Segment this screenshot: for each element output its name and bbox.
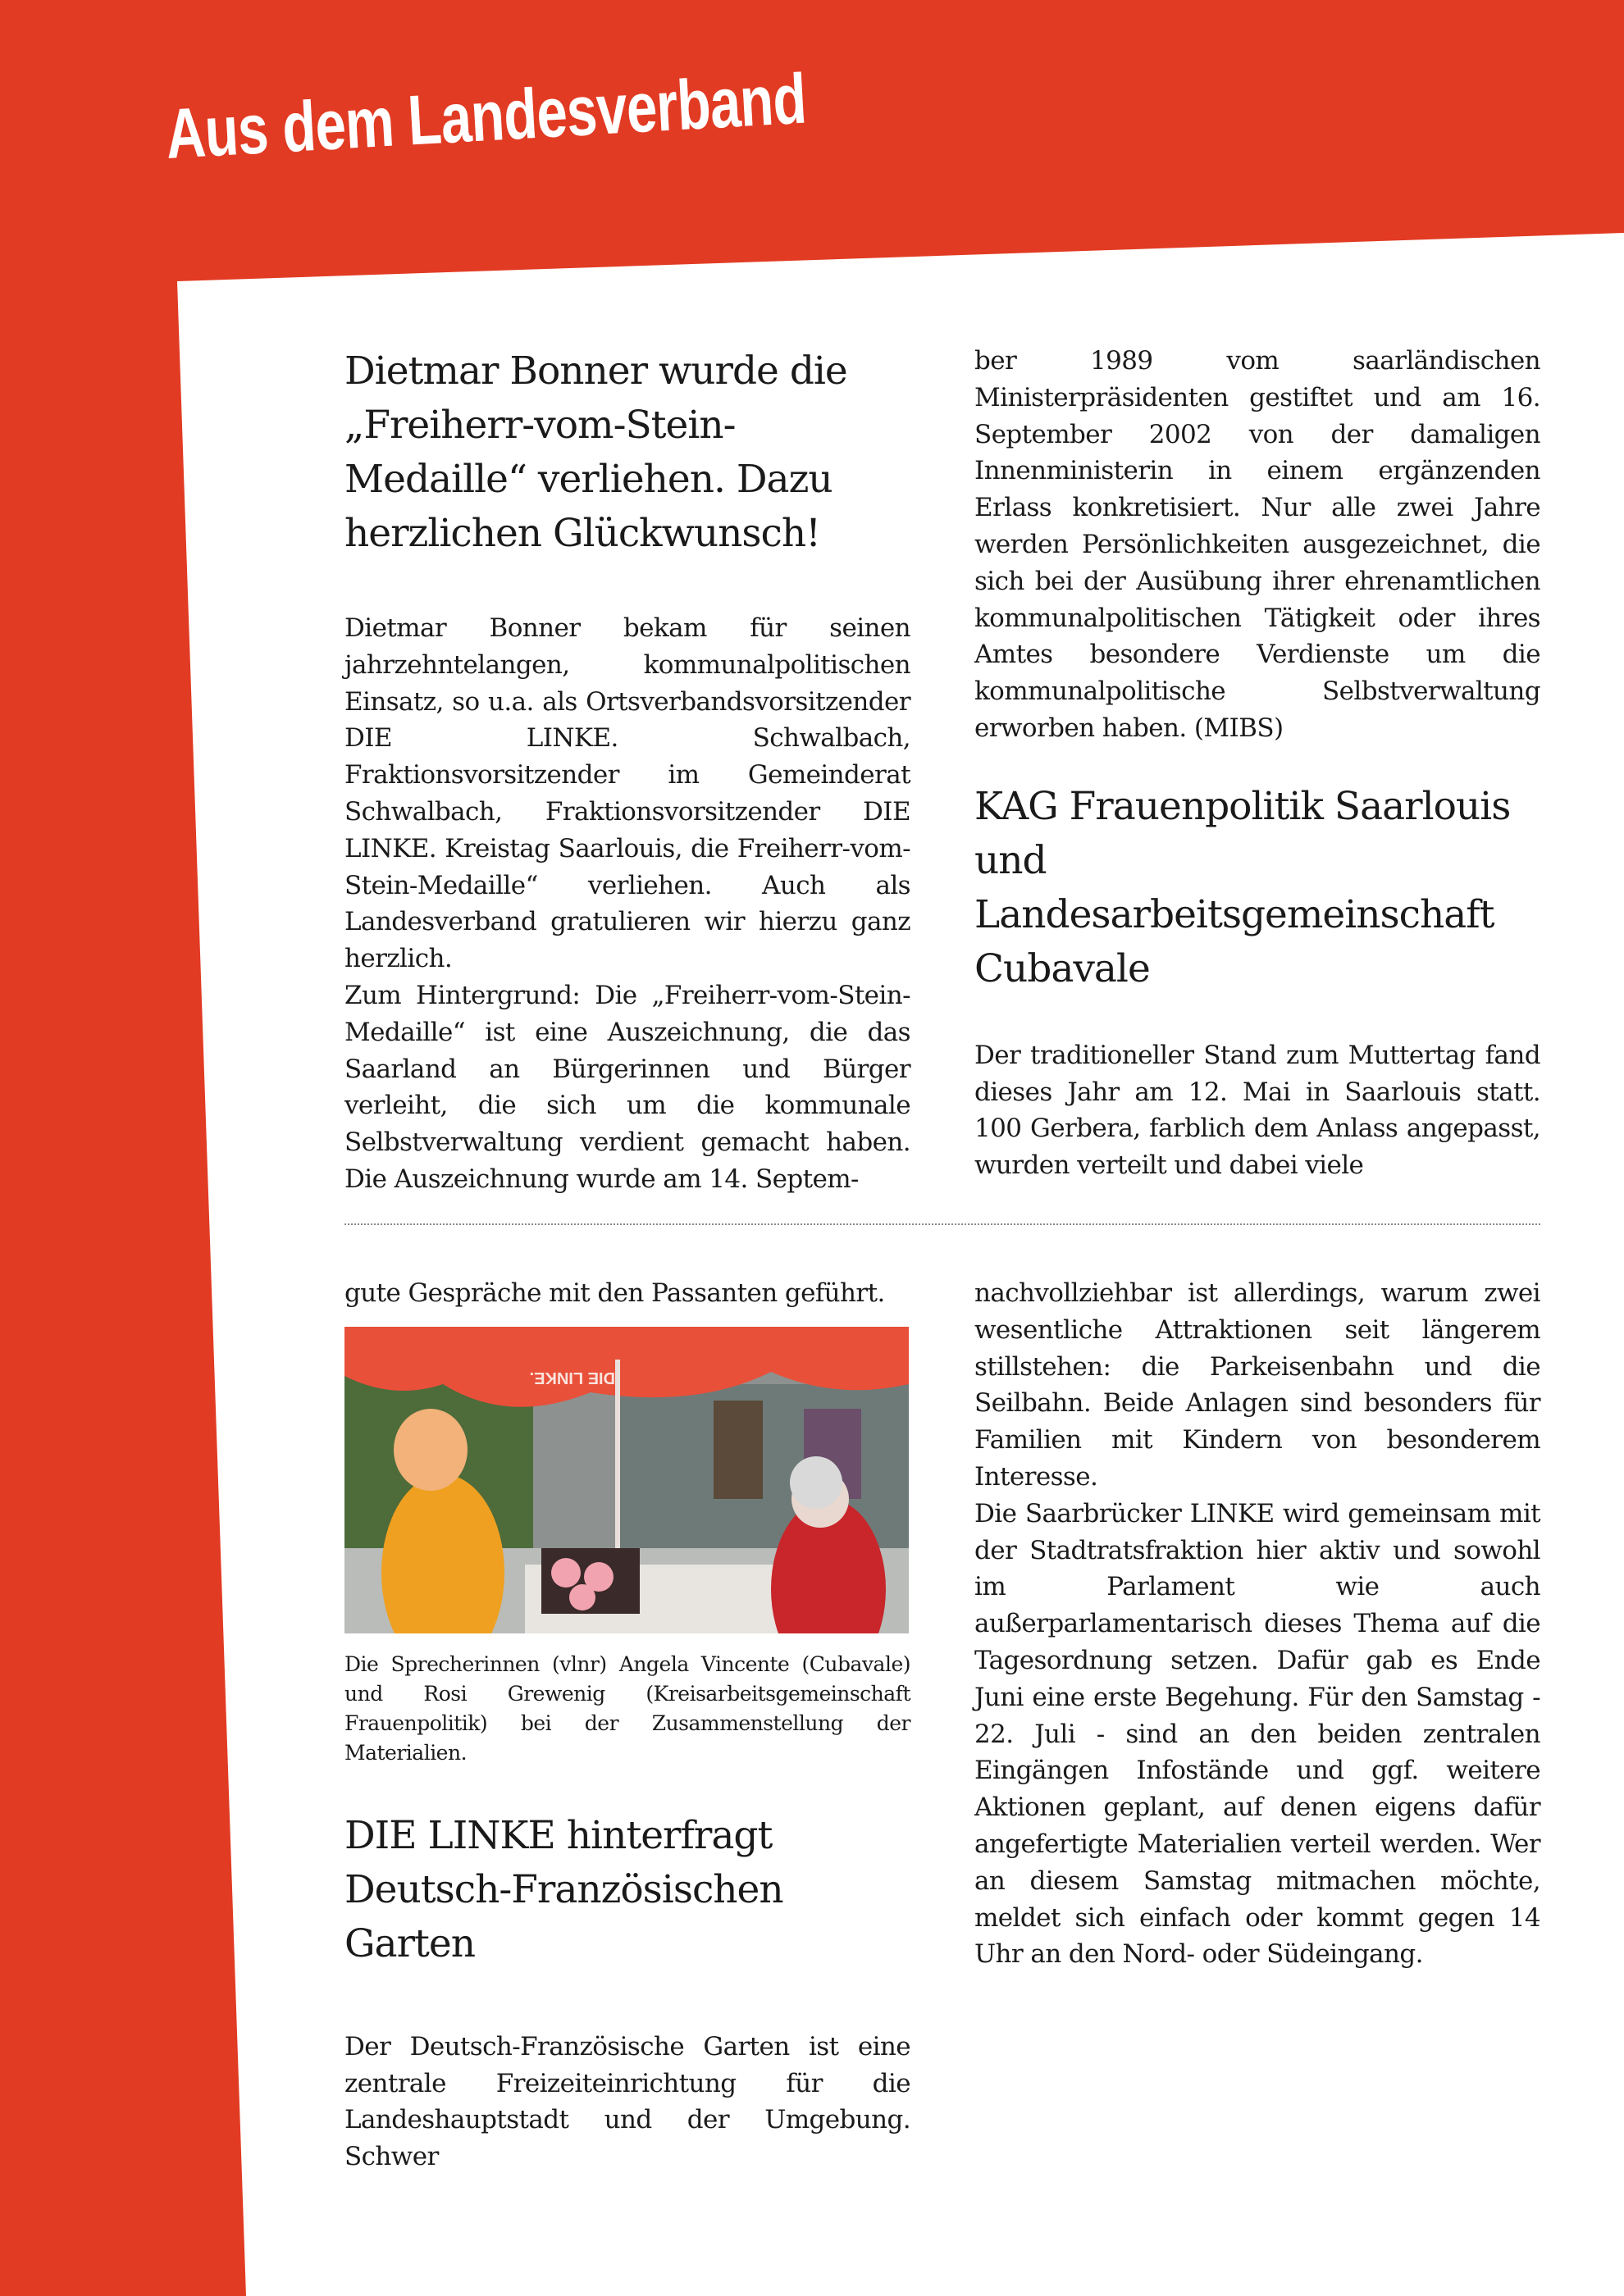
article-paragraph: Zum Hintergrund: Die „Freiherr-vom-Stein-Medaille“ ist eine Auszeichnung, die das Saarland an Bürgerinnen und Bürger verleiht, die sich um die kommunale Selbstverwaltung verdient gemacht haben. Die Auszeichnung wurde am 14. Septem- [344, 980, 910, 1194]
column-top-right [974, 343, 1540, 1184]
article-heading-kag: KAG Frauenpolitik Saarlouis und Landesarbeitsgemeinschaft Cubavale [974, 783, 1511, 991]
article-heading-bonner: Dietmar Bonner wurde die „Freiherr-vom-Stein-Medaille“ verliehen. Dazu herzlichen Glückwunsch! [344, 348, 847, 556]
article-paragraph-continued: gute Gespräche mit den Passanten geführt. [344, 1278, 885, 1308]
column-bottom-left [344, 1275, 910, 2175]
photo-infostand [344, 1327, 909, 1633]
article-paragraph-continued: ber 1989 vom saarländischen Ministerpräsidenten gestiftet und am 16. September 2002 von der damaligen Innenministerin in einem ergänzenden Erlass konkretisiert. Nur alle zwei Jahre werden Persönlichkeiten ausgezeichnet, die sich bei der Ausübung ihrer ehrenamtlichen kommunalpolitischen Tätigkeit oder ihres Amtes besondere Verdienste um die kommunalpolitische Selbstverwaltung erworben haben. (MIBS) [974, 346, 1540, 743]
dotted-divider [344, 1223, 1540, 1225]
article-paragraph: Der Deutsch-Französische Garten ist eine zentrale Freizeiteinrichtung für die Landeshauptstadt und der Umgebung. Schwer [344, 2031, 910, 2172]
article-heading-garten: DIE LINKE hinterfragt Deutsch-Französischen Garten [344, 1812, 783, 1966]
photo-umbrella-text: DIE LINKE. [529, 1368, 615, 1387]
article-paragraph: Dietmar Bonner bekam für seinen jahrzehntelangen, kommunalpolitischen Einsatz, so u.a. als Ortsverbandsvorsitzender DIE LINKE. Schwalbach, Fraktionsvorsitzender im Gemeinderat Schwalbach, Fraktionsvorsitzender DIE LINKE. Kreistag Saarlouis, die Freiherr-vom-Stein-Medaille“ verliehen. Auch als Landesverband gratulieren wir hierzu ganz herzlich. [344, 613, 910, 974]
article-paragraph-continued: nachvollziehbar ist allerdings, warum zwei wesentliche Attraktionen seit längerem stillstehen: die Parkeisenbahn und die Seilbahn. Beide Anlagen sind besonders für Familien mit Kindern von besonderem Interesse. [974, 1278, 1540, 1492]
photo-caption: Die Sprecherinnen (vlnr) Angela Vincente (Cubavale) und Rosi Grewenig (Kreisarbeitsgemeinschaft Frauenpolitik) bei der Zusammenstellung der Materialien. [344, 1651, 910, 1765]
column-top-left [344, 344, 910, 1198]
column-bottom-right [974, 1275, 1540, 1973]
article-paragraph: Die Saarbrücker LINKE wird gemeinsam mit der Stadtratsfraktion hier aktiv und sowohl im Parlament wie auch außerparlamentarisch dieses Thema auf die Tagesordnung setzen. Dafür gab es Ende Juni eine erste Begehung. Für den Samstag - 22. Juli - sind an den beiden zentralen Eingängen Infostände und ggf. weitere Aktionen geplant, auf denen eigens dafür angefertigte Materialien verteil werden. Wer an diesem Samstag mitmachen möchte, meldet sich einfach oder kommt gegen 14 Uhr an den Nord- oder Südeingang. [974, 1498, 1540, 1970]
section-title: Aus dem Landesverband [163, 59, 809, 175]
article-paragraph: Der traditioneller Stand zum Muttertag fand dieses Jahr am 12. Mai in Saarlouis statt. 100 Gerbera, farblich dem Anlass angepasst, wurden verteilt und dabei viele [974, 1040, 1540, 1181]
